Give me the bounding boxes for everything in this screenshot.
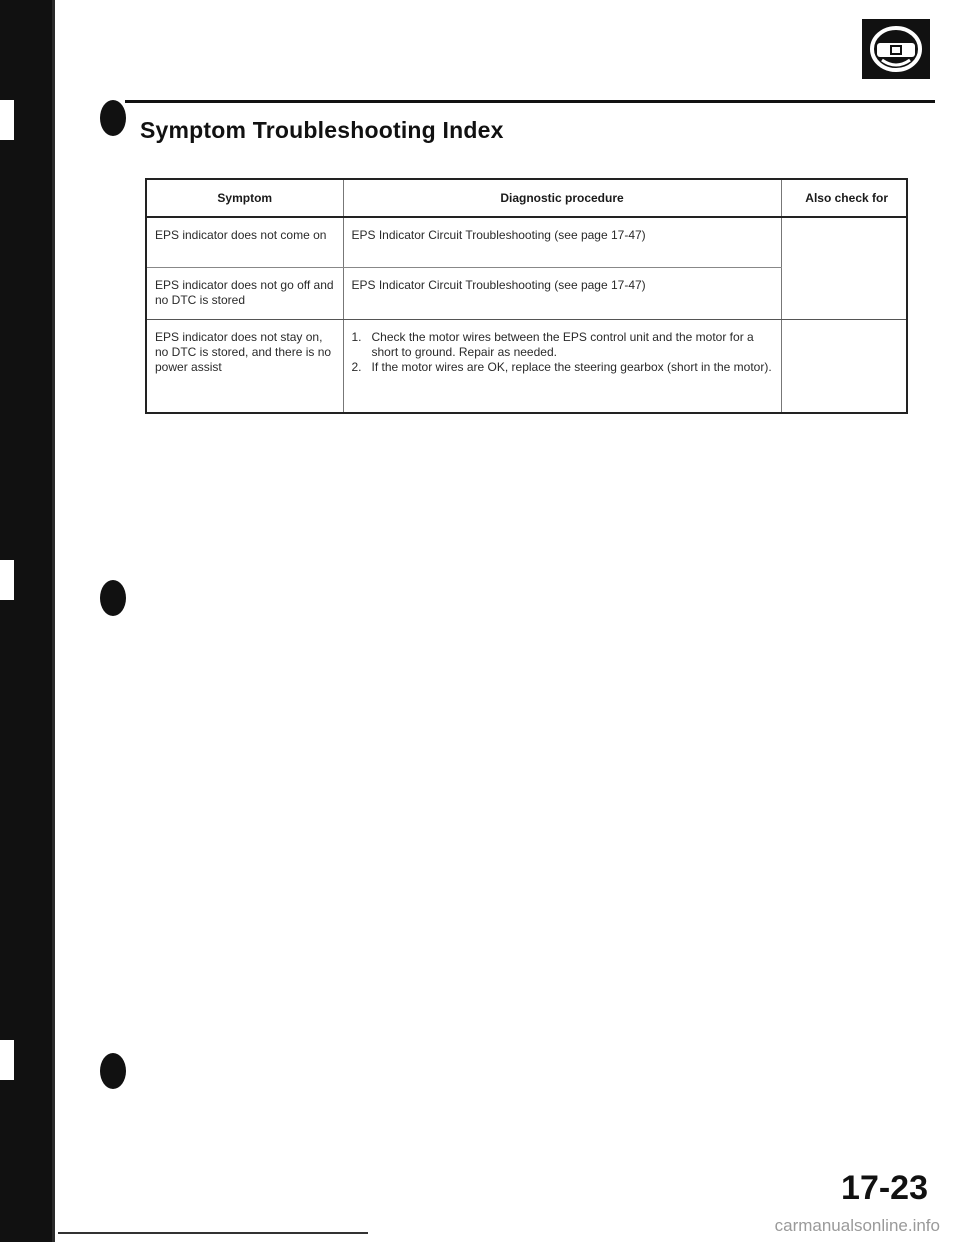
step-text: If the motor wires are OK, replace the steering gearbox (short in the motor). bbox=[371, 359, 772, 374]
hole-punch-mark bbox=[100, 1053, 126, 1089]
header-also-check-for: Also check for bbox=[781, 179, 907, 217]
also-check-cell bbox=[781, 319, 907, 413]
page-number: 17-23 bbox=[841, 1169, 928, 1207]
also-check-cell bbox=[781, 217, 907, 319]
procedure-step bbox=[352, 330, 773, 360]
step-number: 2. bbox=[351, 359, 362, 374]
procedure-cell bbox=[343, 319, 781, 413]
hole-punch-mark bbox=[100, 580, 126, 616]
procedure-cell: EPS Indicator Circuit Troubleshooting (see page 17-47) bbox=[343, 267, 781, 319]
watermark: carmanualsonline.info bbox=[774, 1216, 940, 1235]
symptom-cell: EPS indicator does not stay on, no DTC is stored, and there is no power assist bbox=[146, 319, 343, 413]
table-row bbox=[146, 217, 907, 267]
binding-notch bbox=[0, 560, 14, 600]
symptom-index-table bbox=[145, 178, 908, 414]
binding-notch bbox=[0, 100, 14, 140]
page-title: Symptom Troubleshooting Index bbox=[140, 117, 504, 143]
procedure-step bbox=[352, 360, 773, 375]
symptom-cell: EPS indicator does not come on bbox=[146, 217, 343, 267]
table-row bbox=[146, 319, 907, 413]
margin-line bbox=[52, 0, 55, 1242]
header-symptom: Symptom bbox=[146, 179, 343, 217]
step-number: 1. bbox=[351, 329, 362, 344]
symptom-cell: EPS indicator does not go off and no DTC is stored bbox=[146, 267, 343, 319]
procedure-cell: EPS Indicator Circuit Troubleshooting (see page 17-47) bbox=[343, 217, 781, 267]
hole-punch-mark bbox=[100, 100, 126, 136]
binding-notch bbox=[0, 1040, 14, 1080]
step-text: Check the motor wires between the EPS control unit and the motor for a short to ground. Repair as needed. bbox=[371, 329, 754, 359]
steering-wheel-icon bbox=[862, 19, 930, 79]
footer-rule bbox=[58, 1232, 368, 1234]
header-diagnostic-procedure: Diagnostic procedure bbox=[343, 179, 781, 217]
procedure-steps bbox=[352, 330, 773, 375]
header-rule bbox=[125, 100, 935, 103]
table-header-row bbox=[146, 179, 907, 217]
